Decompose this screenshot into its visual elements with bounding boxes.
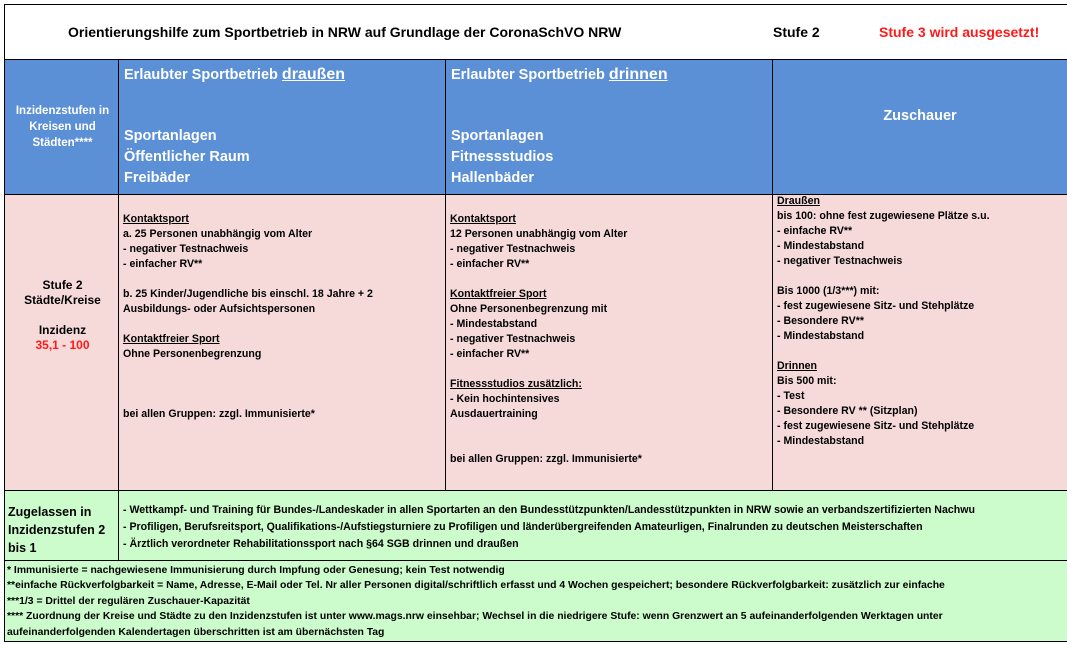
rule-heading: Kontaktfreier Sport	[450, 288, 547, 300]
rule-line: - Besondere RV ** (Sitzplan)	[777, 405, 918, 417]
rule-line	[123, 317, 373, 332]
rule-line	[777, 344, 990, 359]
header-spectators-cell	[773, 60, 1067, 195]
footnotes	[4, 561, 1067, 642]
stufe-row-label: Stufe 2 Städte/Kreise Inzidenz 35,1 - 100	[5, 278, 120, 353]
rule-line: - negativer Testnachweis	[777, 255, 903, 267]
header-indoor-cell	[446, 60, 773, 195]
document-title: Orientierungshilfe zum Sportbetrieb in NRW auf Grundlage der CoronaSchVO NRW	[68, 24, 622, 40]
incidence-range: 35,1 - 100	[35, 338, 90, 352]
outdoor-emphasis: draußen	[281, 66, 346, 83]
rule-heading: Draußen	[777, 195, 820, 207]
rule-line: bei allen Gruppen: zzgl. Immunisierte*	[450, 453, 642, 465]
header-row-label-cell	[4, 60, 119, 195]
stufe-indoor-cell	[446, 195, 773, 491]
rule-line: - einfache RV**	[777, 225, 853, 237]
rule-line: Ausdauertraining	[450, 408, 538, 420]
rule-line: - negativer Testnachweis	[450, 243, 576, 255]
venue-item: Sportanlagen	[124, 128, 217, 144]
outdoor-rules	[123, 212, 373, 422]
stufe-row-label-cell	[4, 195, 119, 491]
rule-line: - Mindestabstand	[777, 435, 865, 447]
rule-line	[123, 377, 373, 392]
green-row-content-cell	[119, 491, 1067, 561]
stufe-3-notice: Stufe 3 wird ausgesetzt!	[879, 24, 1040, 40]
stufe-outdoor-cell	[119, 195, 446, 491]
rule-line	[450, 422, 642, 437]
footnote: **einfache Rückverfolgbarkeit = Name, Adresse, E-Mail oder Tel. Nr aller Personen digital/schriftlich erfasst und 4 Wochen gespeichert; besondere Rückverfolgbarkeit: zusätzlich zur einfache	[7, 580, 945, 592]
indoor-rules	[450, 212, 642, 467]
rule-line: a. 25 Personen unabhängig vom Alter	[123, 228, 313, 240]
footnote: aufeinanderfolgenden Kalendertagen überschritten ist am übernächsten Tag	[7, 626, 385, 638]
rule-line: - negativer Testnachweis	[450, 333, 576, 345]
rule-line: 12 Personen unabhängig vom Alter	[450, 228, 628, 240]
rule-line	[450, 377, 642, 392]
rule-line: - Test	[777, 390, 805, 402]
rule-line: - Besondere RV**	[777, 315, 864, 327]
stufe-spectators-cell	[773, 195, 1067, 491]
green-row-label-cell	[4, 491, 119, 561]
title-bar	[4, 4, 1067, 60]
rule-line	[777, 359, 990, 374]
rule-line: bei allen Gruppen: zzgl. Immunisierte*	[123, 408, 315, 420]
incidence-levels-heading: Inzidenzstufen in Kreisen und Städten****	[15, 105, 110, 149]
rule-line: - fest zugewiesene Sitz- und Stehplätze	[777, 420, 975, 432]
list-item: - Ärztlich verordneter Rehabilitationssport nach §64 SGB drinnen und draußen	[123, 538, 519, 550]
rule-line	[450, 437, 642, 452]
rule-heading: Kontaktsport	[123, 213, 189, 225]
permitted-label: Zugelassen in Inzidenzstufen 2 bis 1	[8, 505, 106, 555]
rule-line	[123, 392, 373, 407]
spectator-rules	[777, 194, 990, 449]
rule-line	[450, 362, 642, 377]
rule-line: - einfacher RV**	[123, 258, 203, 270]
spectators-heading: Zuschauer	[883, 108, 957, 124]
current-stufe-label: Stufe 2	[773, 24, 820, 40]
rule-line	[450, 272, 642, 287]
venue-item: Sportanlagen	[451, 128, 544, 144]
rule-line: - Mindestabstand	[450, 318, 538, 330]
rule-line	[777, 269, 990, 284]
rule-line	[123, 362, 373, 377]
rule-heading: Kontaktfreier Sport	[123, 333, 220, 345]
rule-line	[123, 272, 373, 287]
rule-line	[777, 194, 990, 209]
indoor-emphasis: drinnen	[608, 66, 668, 83]
rule-line: Bis 1000 (1/3***) mit:	[777, 285, 880, 297]
rule-heading: Fitnessstudios zusätzlich:	[450, 378, 582, 390]
rule-line	[123, 212, 373, 227]
rule-heading: Drinnen	[777, 360, 818, 372]
rule-line: - einfacher RV**	[450, 348, 530, 360]
footnote: **** Zuordnung der Kreise und Städte zu den Inzidenzstufen ist unter www.mags.nrw einsehbar; Wechsel in die niedrigere Stufe: wenn Grenzwert an 5 aufeinanderfolgenden Werktagen unter	[7, 611, 943, 623]
rule-line: - Kein hochintensives	[450, 393, 560, 405]
footnote: ***1/3 = Drittel der regulären Zuschauer-Kapazität	[7, 595, 250, 607]
rule-line: Bis 500 mit:	[777, 375, 837, 387]
rule-line: - Mindestabstand	[777, 330, 865, 342]
indoor-heading: Erlaubter Sportbetrieb drinnen	[451, 66, 668, 83]
rule-line: Ausbildungs- oder Aufsichtspersonen	[123, 303, 316, 315]
list-item: - Wettkampf- und Training für Bundes-/Landeskader in allen Sportarten an den Bundesstützpunkten/Landesstützpunkten in NRW sowie an verbandszertifizierten Nachwu	[123, 504, 975, 516]
rule-line: - Mindestabstand	[777, 240, 865, 252]
venue-item: Fitnessstudios	[451, 149, 554, 165]
permitted-list	[123, 502, 975, 553]
rule-line: Ohne Personenbegrenzung	[123, 348, 262, 360]
rule-heading: Kontaktsport	[450, 213, 516, 225]
venue-item: Hallenbäder	[451, 170, 534, 186]
list-item: - Profiligen, Berufsreitsport, Qualifikations-/Aufstiegsturniere zu Profiligen und länderübergreifenden Amateurligen, Finalrunden zu deutschen Meisterschaften	[123, 521, 923, 533]
rule-line	[450, 287, 642, 302]
venue-item: Öffentlicher Raum	[124, 149, 250, 165]
rule-line: - fest zugewiesene Sitz- und Stehplätze	[777, 300, 975, 312]
outdoor-venue-list	[124, 126, 250, 189]
outdoor-heading: Erlaubter Sportbetrieb draußen	[124, 66, 346, 83]
rule-line: - einfacher RV**	[450, 258, 530, 270]
rule-line: bis 100: ohne fest zugewiesene Plätze s.u.	[777, 210, 990, 222]
rule-line: - negativer Testnachweis	[123, 243, 249, 255]
venue-item: Freibäder	[124, 170, 191, 186]
rule-line: Ohne Personenbegrenzung mit	[450, 303, 608, 315]
indoor-venue-list	[451, 126, 553, 189]
rule-line	[450, 212, 642, 227]
footnote: * Immunisierte = nachgewiesene Immunisierung durch Impfung oder Genesung; kein Test notwendig	[7, 565, 505, 576]
header-outdoor-cell	[119, 60, 446, 195]
rule-line	[123, 332, 373, 347]
rule-line: b. 25 Kinder/Jugendliche bis einschl. 18 Jahre + 2	[123, 288, 373, 300]
